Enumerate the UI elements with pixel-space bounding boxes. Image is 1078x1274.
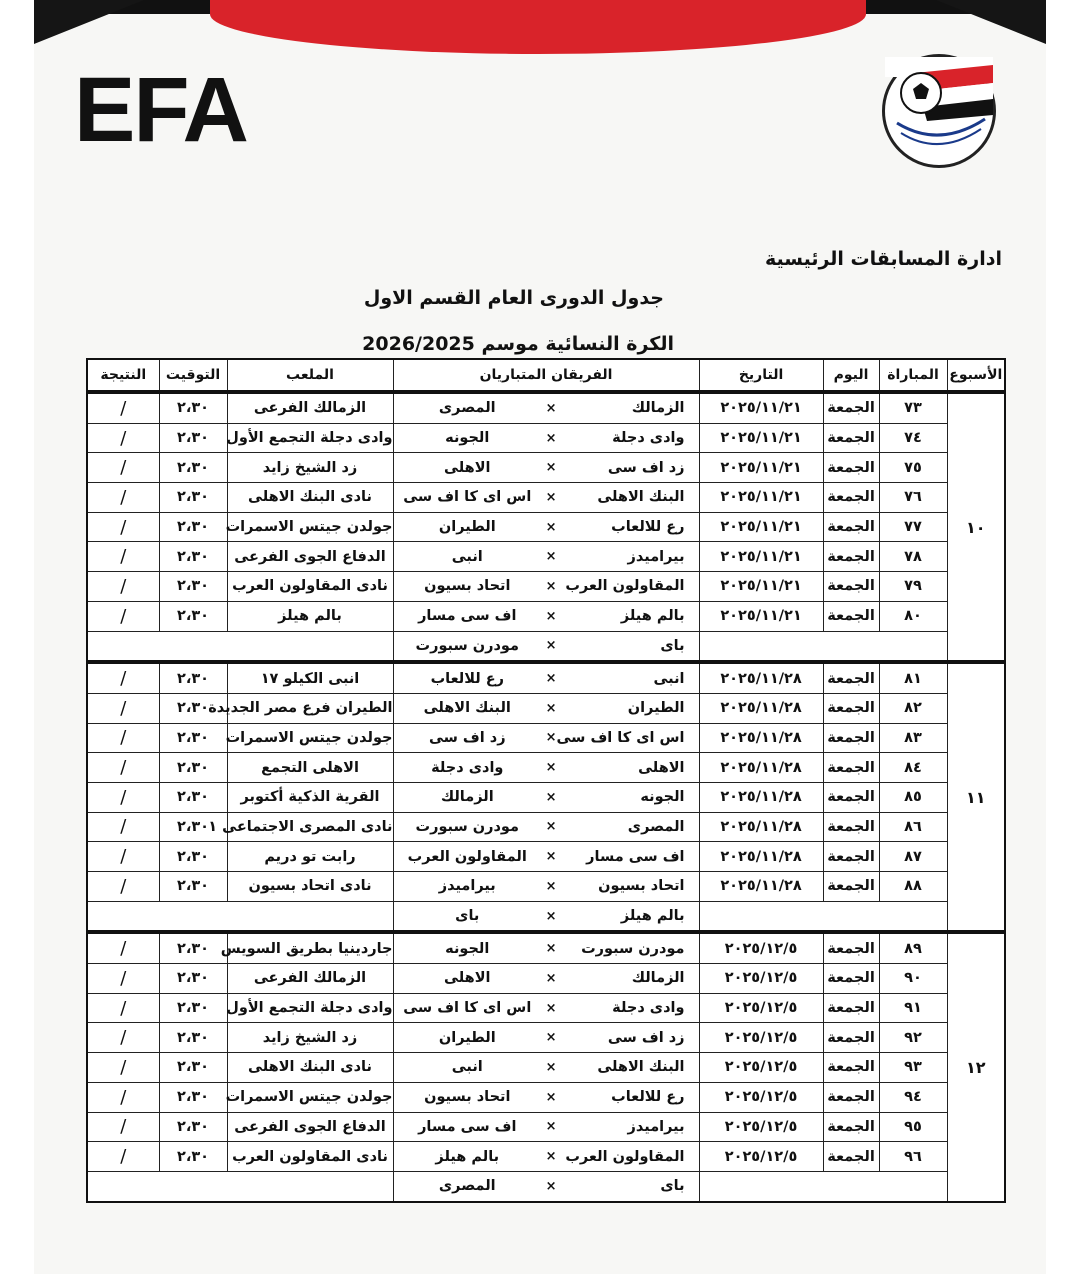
table-row <box>87 723 1005 753</box>
match-time: ٢،٣٠ <box>159 693 227 723</box>
home-team: الزمالك <box>561 964 699 994</box>
home-team: زد اف سى <box>561 453 699 483</box>
match-date: ٢٠٢٥/١١/٢٨ <box>699 872 823 902</box>
match-day: الجمعة <box>823 932 879 963</box>
match-number: ٨٢ <box>879 693 947 723</box>
match-day: الجمعة <box>823 782 879 812</box>
match-number: ٩٤ <box>879 1082 947 1112</box>
vs-symbol: × <box>541 423 561 453</box>
vs-symbol: × <box>541 631 561 662</box>
home-team: مودرن سبورت <box>561 932 699 963</box>
bye-row <box>87 631 1005 662</box>
header-week: الأسبوع <box>947 359 1005 392</box>
home-team: المقاولون العرب <box>561 1142 699 1172</box>
match-result: / <box>87 964 159 994</box>
bye-empty <box>699 631 947 662</box>
home-team: بيراميدز <box>561 542 699 572</box>
home-team: الطيران <box>561 693 699 723</box>
match-time: ٢،٣٠ <box>159 512 227 542</box>
away-team: الاهلى <box>393 453 541 483</box>
header-red-band <box>210 0 866 54</box>
match-venue: جولدن جيتس الاسمرات <box>227 723 393 753</box>
table-row <box>87 662 1005 693</box>
match-venue: الطيران فرع مصر الجديدة <box>227 693 393 723</box>
home-team: البنك الاهلى <box>561 483 699 513</box>
table-row <box>87 601 1005 631</box>
vs-symbol: × <box>541 512 561 542</box>
vs-symbol: × <box>541 964 561 994</box>
header-venue: الملعب <box>227 359 393 392</box>
match-number: ٩٦ <box>879 1142 947 1172</box>
vs-symbol: × <box>541 453 561 483</box>
match-number: ٧٣ <box>879 392 947 423</box>
match-number: ٩٣ <box>879 1053 947 1083</box>
table-row <box>87 1082 1005 1112</box>
match-time: ٢،٣٠ <box>159 1053 227 1083</box>
match-venue: رابت تو دريم <box>227 842 393 872</box>
home-team: زد اف سى <box>561 1023 699 1053</box>
match-result: / <box>87 483 159 513</box>
match-result: / <box>87 392 159 423</box>
table-row <box>87 423 1005 453</box>
match-date: ٢٠٢٥/١١/٢١ <box>699 423 823 453</box>
schedule-table <box>86 358 1006 1203</box>
match-time: ٢،٣٠ <box>159 932 227 963</box>
match-date: ٢٠٢٥/١٢/٥ <box>699 1112 823 1142</box>
table-row <box>87 693 1005 723</box>
bye-away: المصرى <box>393 1171 541 1201</box>
away-team: مودرن سبورت <box>393 812 541 842</box>
match-number: ٧٨ <box>879 542 947 572</box>
match-venue: انبى الكيلو ١٧ <box>227 662 393 693</box>
bye-away: مودرن سبورت <box>393 631 541 662</box>
table-row <box>87 483 1005 513</box>
bye-home: باى <box>561 1171 699 1201</box>
match-result: / <box>87 601 159 631</box>
bye-away: باى <box>393 901 541 932</box>
vs-symbol: × <box>541 1171 561 1201</box>
match-venue: زد الشيخ زايد <box>227 1023 393 1053</box>
away-team: الجونه <box>393 423 541 453</box>
match-date: ٢٠٢٥/١٢/٥ <box>699 993 823 1023</box>
match-number: ٩٠ <box>879 964 947 994</box>
home-team: بالم هيلز <box>561 601 699 631</box>
week-number: ١٠ <box>947 392 1005 662</box>
match-date: ٢٠٢٥/١١/٢٨ <box>699 782 823 812</box>
away-team: انبى <box>393 1053 541 1083</box>
home-team: الزمالك <box>561 392 699 423</box>
home-team: انبى <box>561 662 699 693</box>
match-time: ٢،٣٠ <box>159 753 227 783</box>
match-time: ٢،٣٠ <box>159 572 227 602</box>
match-result: / <box>87 993 159 1023</box>
bye-row <box>87 901 1005 932</box>
vs-symbol: × <box>541 572 561 602</box>
match-result: / <box>87 812 159 842</box>
match-time: ٢،٣٠ <box>159 392 227 423</box>
table-row <box>87 392 1005 423</box>
away-team: اس اى كا اف سى <box>393 993 541 1023</box>
match-time: ٢،٣٠ <box>159 842 227 872</box>
match-number: ٩٢ <box>879 1023 947 1053</box>
match-venue: الدفاع الجوى الفرعى <box>227 542 393 572</box>
match-day: الجمعة <box>823 812 879 842</box>
vs-symbol: × <box>541 753 561 783</box>
match-number: ٧٦ <box>879 483 947 513</box>
match-result: / <box>87 572 159 602</box>
home-team: وادى دجلة <box>561 423 699 453</box>
match-time: ٢،٣٠ <box>159 964 227 994</box>
away-team: انبى <box>393 542 541 572</box>
match-venue: الزمالك الفرعى <box>227 392 393 423</box>
away-team: بالم هيلز <box>393 1142 541 1172</box>
away-team: اف سى مسار <box>393 1112 541 1142</box>
home-team: اس اى كا اف سى <box>561 723 699 753</box>
header-result: النتيجة <box>87 359 159 392</box>
vs-symbol: × <box>541 1142 561 1172</box>
match-time: ٢،٣٠ <box>159 723 227 753</box>
match-time: ٢،٣٠ <box>159 1142 227 1172</box>
match-day: الجمعة <box>823 1023 879 1053</box>
match-time: ٢،٣٠ <box>159 782 227 812</box>
table-row <box>87 842 1005 872</box>
vs-symbol: × <box>541 901 561 932</box>
match-result: / <box>87 1023 159 1053</box>
match-day: الجمعة <box>823 1082 879 1112</box>
table-row <box>87 812 1005 842</box>
bye-empty <box>699 901 947 932</box>
vs-symbol: × <box>541 1082 561 1112</box>
match-venue: نادى المقاولون العرب <box>227 1142 393 1172</box>
table-row <box>87 932 1005 963</box>
table-row <box>87 542 1005 572</box>
match-date: ٢٠٢٥/١١/٢٨ <box>699 662 823 693</box>
match-result: / <box>87 1053 159 1083</box>
match-date: ٢٠٢٥/١١/٢٨ <box>699 723 823 753</box>
match-result: / <box>87 782 159 812</box>
match-date: ٢٠٢٥/١٢/٥ <box>699 1082 823 1112</box>
match-day: الجمعة <box>823 423 879 453</box>
match-time: ٢،٣٠ <box>159 662 227 693</box>
match-number: ٨٨ <box>879 872 947 902</box>
match-day: الجمعة <box>823 1053 879 1083</box>
match-venue: بالم هيلز <box>227 601 393 631</box>
page-edge-left <box>0 0 34 1274</box>
home-team: اتحاد بسيون <box>561 872 699 902</box>
match-number: ٧٩ <box>879 572 947 602</box>
home-team: رع للالعاب <box>561 1082 699 1112</box>
match-result: / <box>87 423 159 453</box>
match-result: / <box>87 453 159 483</box>
match-day: الجمعة <box>823 842 879 872</box>
bye-empty <box>699 1171 947 1201</box>
away-team: الطيران <box>393 512 541 542</box>
match-day: الجمعة <box>823 693 879 723</box>
header-time: التوقيت <box>159 359 227 392</box>
match-number: ٧٧ <box>879 512 947 542</box>
match-day: الجمعة <box>823 572 879 602</box>
table-row <box>87 1142 1005 1172</box>
match-time: ٢،٣٠ <box>159 1023 227 1053</box>
away-team: اتحاد بسيون <box>393 1082 541 1112</box>
match-venue: وادى دجلة التجمع الأول <box>227 993 393 1023</box>
vs-symbol: × <box>541 483 561 513</box>
header-date: التاريخ <box>699 359 823 392</box>
week-number: ١١ <box>947 662 1005 932</box>
away-team: رع للالعاب <box>393 662 541 693</box>
week-block <box>87 392 1005 662</box>
match-number: ٨٧ <box>879 842 947 872</box>
match-time: ٢،٣٠ <box>159 872 227 902</box>
match-venue: القرية الذكية أكتوبر <box>227 782 393 812</box>
header-wing-left <box>34 0 144 44</box>
table-row <box>87 993 1005 1023</box>
table-row <box>87 1112 1005 1142</box>
department-heading: ادارة المسابقات الرئيسية <box>764 248 1002 270</box>
match-day: الجمعة <box>823 662 879 693</box>
match-day: الجمعة <box>823 483 879 513</box>
match-date: ٢٠٢٥/١١/٢١ <box>699 453 823 483</box>
match-date: ٢٠٢٥/١١/٢١ <box>699 512 823 542</box>
home-team: الجونه <box>561 782 699 812</box>
bye-empty <box>87 1171 393 1201</box>
header-day: اليوم <box>823 359 879 392</box>
egyptian-fa-seal-icon <box>882 54 996 168</box>
match-result: / <box>87 662 159 693</box>
match-date: ٢٠٢٥/١١/٢١ <box>699 392 823 423</box>
match-time: ٢،٣٠ <box>159 601 227 631</box>
match-day: الجمعة <box>823 753 879 783</box>
bye-home: بالم هيلز <box>561 901 699 932</box>
match-date: ٢٠٢٥/١١/٢٨ <box>699 812 823 842</box>
match-venue: الزمالك الفرعى <box>227 964 393 994</box>
match-venue: نادى البنك الاهلى <box>227 483 393 513</box>
match-time: ٢،٣٠ <box>159 993 227 1023</box>
match-number: ٧٥ <box>879 453 947 483</box>
away-team: الطيران <box>393 1023 541 1053</box>
match-venue: وادى دجلة التجمع الأول <box>227 423 393 453</box>
away-team: بيراميدز <box>393 872 541 902</box>
match-number: ٧٤ <box>879 423 947 453</box>
away-team: وادى دجلة <box>393 753 541 783</box>
table-row <box>87 453 1005 483</box>
match-date: ٢٠٢٥/١١/٢١ <box>699 542 823 572</box>
match-result: / <box>87 753 159 783</box>
match-result: / <box>87 1142 159 1172</box>
vs-symbol: × <box>541 601 561 631</box>
match-day: الجمعة <box>823 964 879 994</box>
away-team: الزمالك <box>393 782 541 812</box>
away-team: الجونه <box>393 932 541 963</box>
away-team: اتحاد بسيون <box>393 572 541 602</box>
match-day: الجمعة <box>823 512 879 542</box>
away-team: اف سى مسار <box>393 601 541 631</box>
match-venue: الدفاع الجوى الفرعى <box>227 1112 393 1142</box>
match-result: / <box>87 1082 159 1112</box>
vs-symbol: × <box>541 812 561 842</box>
match-result: / <box>87 872 159 902</box>
match-date: ٢٠٢٥/١٢/٥ <box>699 1053 823 1083</box>
vs-symbol: × <box>541 542 561 572</box>
match-day: الجمعة <box>823 723 879 753</box>
match-result: / <box>87 542 159 572</box>
match-day: الجمعة <box>823 1112 879 1142</box>
match-day: الجمعة <box>823 872 879 902</box>
match-day: الجمعة <box>823 453 879 483</box>
home-team: المصرى <box>561 812 699 842</box>
header-match: المباراة <box>879 359 947 392</box>
vs-symbol: × <box>541 1053 561 1083</box>
match-time: ٢،٣٠ <box>159 453 227 483</box>
table-row <box>87 512 1005 542</box>
match-time: ٢،٣٠ <box>159 542 227 572</box>
match-result: / <box>87 723 159 753</box>
match-day: الجمعة <box>823 1142 879 1172</box>
away-team: المقاولون العرب <box>393 842 541 872</box>
match-number: ٨٤ <box>879 753 947 783</box>
away-team: المصرى <box>393 392 541 423</box>
header-wing-right <box>936 0 1046 44</box>
vs-symbol: × <box>541 693 561 723</box>
schedule-title: جدول الدورى العام القسم الاول <box>363 287 664 309</box>
match-venue: جاردينيا بطريق السويس <box>227 932 393 963</box>
table-row <box>87 964 1005 994</box>
match-time: ٢،٣٠ <box>159 423 227 453</box>
vs-symbol: × <box>541 932 561 963</box>
match-day: الجمعة <box>823 392 879 423</box>
vs-symbol: × <box>541 662 561 693</box>
match-day: الجمعة <box>823 993 879 1023</box>
vs-symbol: × <box>541 842 561 872</box>
home-team: رع للالعاب <box>561 512 699 542</box>
match-venue: زد الشيخ زايد <box>227 453 393 483</box>
match-date: ٢٠٢٥/١١/٢١ <box>699 601 823 631</box>
home-team: المقاولون العرب <box>561 572 699 602</box>
match-number: ٨١ <box>879 662 947 693</box>
match-date: ٢٠٢٥/١١/٢٨ <box>699 753 823 783</box>
match-time: ٢،٣٠ <box>159 812 227 842</box>
match-date: ٢٠٢٥/١١/٢١ <box>699 483 823 513</box>
match-number: ٨٥ <box>879 782 947 812</box>
away-team: البنك الاهلى <box>393 693 541 723</box>
match-number: ٨٣ <box>879 723 947 753</box>
vs-symbol: × <box>541 1112 561 1142</box>
table-row <box>87 1023 1005 1053</box>
table-row <box>87 782 1005 812</box>
match-venue: الاهلى التجمع <box>227 753 393 783</box>
match-day: الجمعة <box>823 601 879 631</box>
match-result: / <box>87 693 159 723</box>
match-day: الجمعة <box>823 542 879 572</box>
match-number: ٩٥ <box>879 1112 947 1142</box>
match-venue: نادى المقاولون العرب <box>227 572 393 602</box>
home-team: اف سى مسار <box>561 842 699 872</box>
page-edge-right <box>1046 0 1078 1274</box>
match-date: ٢٠٢٥/١٢/٥ <box>699 1142 823 1172</box>
match-number: ٨٩ <box>879 932 947 963</box>
vs-symbol: × <box>541 993 561 1023</box>
match-result: / <box>87 1112 159 1142</box>
match-date: ٢٠٢٥/١٢/٥ <box>699 964 823 994</box>
vs-symbol: × <box>541 723 561 753</box>
efa-logo: EFA <box>74 59 247 161</box>
vs-symbol: × <box>541 1023 561 1053</box>
home-team: الاهلى <box>561 753 699 783</box>
table-row <box>87 872 1005 902</box>
match-result: / <box>87 932 159 963</box>
match-venue: نادى اتحاد بسيون <box>227 872 393 902</box>
match-venue: جولدن جيتس الاسمرات <box>227 1082 393 1112</box>
match-result: / <box>87 842 159 872</box>
bye-home: باى <box>561 631 699 662</box>
match-date: ٢٠٢٥/١٢/٥ <box>699 932 823 963</box>
header-teams: الفريقان المتباريان <box>393 359 699 392</box>
match-time: ٢،٣٠ <box>159 1082 227 1112</box>
match-date: ٢٠٢٥/١١/٢١ <box>699 572 823 602</box>
away-team: الاهلى <box>393 964 541 994</box>
season-subtitle: الكرة النسائية موسم 2026/2025 <box>362 333 674 355</box>
week-number: ١٢ <box>947 932 1005 1201</box>
week-block <box>87 662 1005 932</box>
match-venue: نادى المصرى الاجتماعى ١ <box>227 812 393 842</box>
match-time: ٢،٣٠ <box>159 1112 227 1142</box>
match-time: ٢،٣٠ <box>159 483 227 513</box>
bye-empty <box>87 631 393 662</box>
bye-row <box>87 1171 1005 1201</box>
match-date: ٢٠٢٥/١١/٢٨ <box>699 842 823 872</box>
match-venue: جولدن جيتس الاسمرات <box>227 512 393 542</box>
week-block <box>87 932 1005 1201</box>
match-date: ٢٠٢٥/١١/٢٨ <box>699 693 823 723</box>
away-team: زد اف سى <box>393 723 541 753</box>
table-row <box>87 572 1005 602</box>
header-row <box>87 359 1005 392</box>
away-team: اس اى كا اف سى <box>393 483 541 513</box>
home-team: البنك الاهلى <box>561 1053 699 1083</box>
vs-symbol: × <box>541 872 561 902</box>
match-result: / <box>87 512 159 542</box>
home-team: وادى دجلة <box>561 993 699 1023</box>
match-date: ٢٠٢٥/١٢/٥ <box>699 1023 823 1053</box>
match-venue: نادى البنك الاهلى <box>227 1053 393 1083</box>
bye-empty <box>87 901 393 932</box>
match-number: ٩١ <box>879 993 947 1023</box>
table-row <box>87 753 1005 783</box>
table-row <box>87 1053 1005 1083</box>
home-team: بيراميدز <box>561 1112 699 1142</box>
match-number: ٨٦ <box>879 812 947 842</box>
vs-symbol: × <box>541 782 561 812</box>
match-number: ٨٠ <box>879 601 947 631</box>
vs-symbol: × <box>541 392 561 423</box>
